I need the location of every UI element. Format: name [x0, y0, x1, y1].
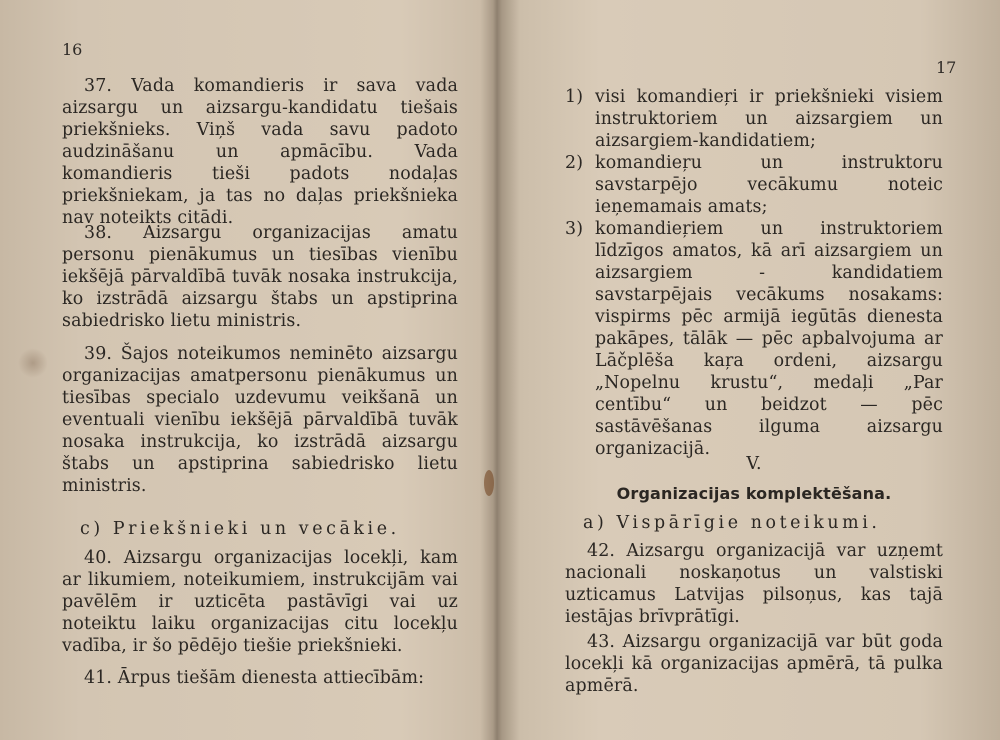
list-item-number: 1) [565, 87, 584, 107]
paragraph-41: 41. Ārpus tiešām dienesta attiecībām: [84, 668, 425, 688]
page-number: 17 [936, 58, 957, 77]
list-item-number: 2) [565, 153, 584, 173]
list-item [565, 86, 943, 152]
subsection-heading-c: c) Priekšnieki un vecākie. [80, 519, 400, 539]
list-item-text: komandieŗiem un instruktoriem līdzīgos amatos, kā arī aizsargiem un aizsargiem - kandidatiem savstarpējais vecākums nosakams: vispirms pēc armijā iegūtās dienesta pakāpes, tālāk — pēc apbalvojuma ar Lāčplēša kaŗa ordeni, aizsargu „Nopelnu krustu“, medaļi „Par centību“ un beidzot — pēc sastāvēšanas ilguma aizsargu organizacijā. [595, 219, 943, 459]
paragraph-40: 40. Aizsargu organizacijas locekļi, kam ar likumiem, noteikumiem, instrukcijām vai pavēlēm ir uzticēta pastāvīgi vai uz noteiktu laiku organizacijas citu locekļu vadība, ir šo pēdējo tiešie priekšnieki. [62, 548, 458, 656]
list-item-number: 3) [565, 219, 584, 239]
chapter-title: Organizacijas komplektēšana. [616, 484, 892, 503]
list-item [565, 152, 943, 218]
paragraph-38: 38. Aizsargu organizacijas amatu personu pienākumus un tiesības vienību iekšējā pārvaldībā tuvāk nosaka instrukcija, ko izstrādā aizsargu štabs un apstiprina sabiedrisko lietu ministris. [62, 223, 458, 331]
list-item [565, 218, 943, 460]
page-number: 16 [62, 40, 83, 59]
subsection-heading-a: a) Vispārīgie noteikumi. [583, 513, 881, 533]
chapter-numeral: V. [746, 454, 762, 474]
left-page [0, 0, 492, 740]
precedence-list [565, 86, 943, 460]
list-item-text: visi komandieŗi ir priekšnieki visiem instruktoriem un aizsargiem un aizsargiem-kandidatiem; [595, 87, 943, 151]
paragraph-37: 37. Vada komandieris ir sava vada aizsargu un aizsargu-kandidatu tiešais priekšnieks. Viņš vada savu padoto audzināšanu un apmācību. Vada komandieris tieši padots nodaļas priekšniekam, ja tas no daļas priekšnieka nav noteikts citādi. [62, 76, 458, 228]
paragraph-42: 42. Aizsargu organizacijā var uzņemt nacionali noskaņotus un valstiski uzticamus Latvijas pilsoņus, kas tajā iestājas brīvprātīgi. [565, 541, 943, 627]
paragraph-39: 39. Šajos noteikumos neminēto aizsargu organizacijas amatpersonu pienākumus un tiesības specialo uzdevumu veikšanā un eventuali vienību iekšējā pārvaldībā tuvāk nosaka instrukcija, ko izstrādā aizsargu štabs un apstiprina sabiedrisko lietu ministris. [62, 344, 458, 496]
paragraph-43: 43. Aizsargu organizacijā var būt goda locekļi kā organizacijas apmērā, tā pulka apmērā. [565, 632, 943, 696]
right-page [505, 0, 1000, 740]
list-item-text: komandieŗu un instruktoru savstarpējo vecākumu noteic ieņemamais amats; [595, 153, 943, 217]
